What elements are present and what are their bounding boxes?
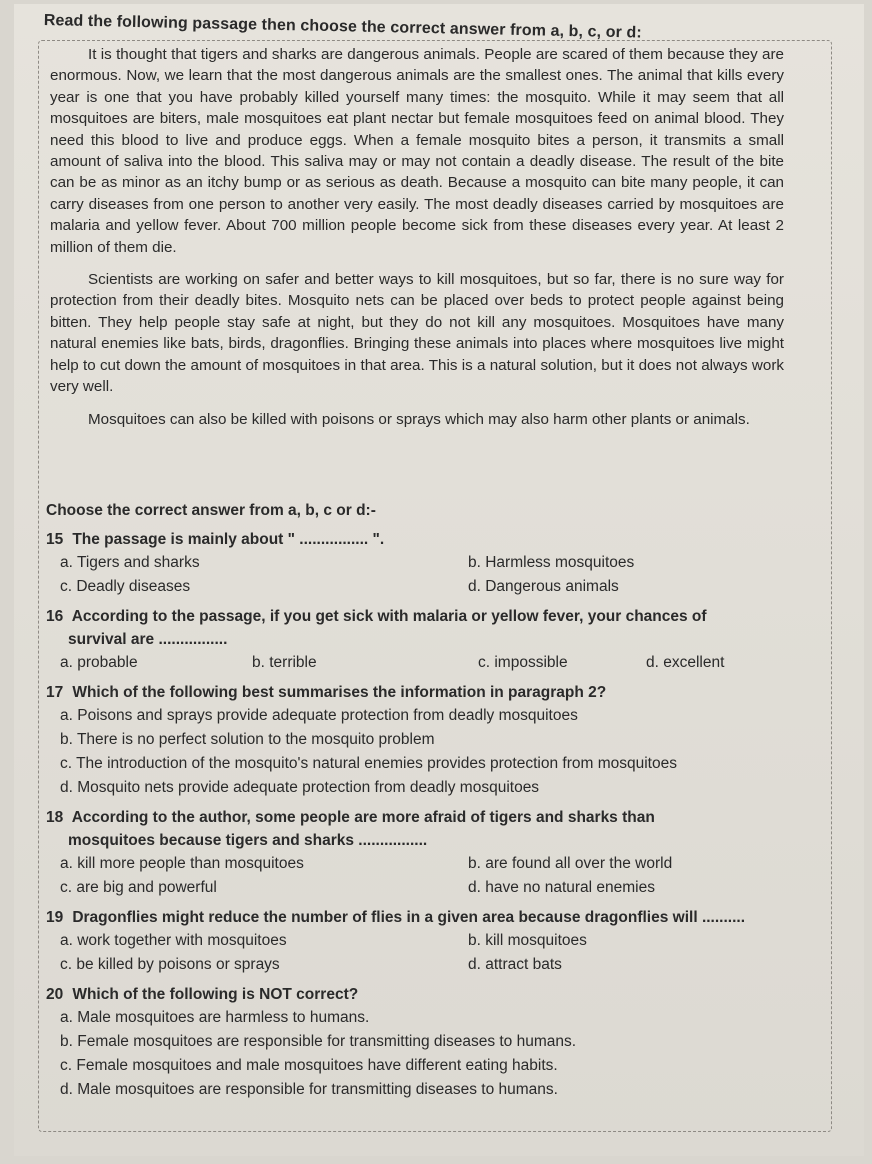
option-a[interactable]: a. kill more people than mosquitoes (60, 855, 304, 872)
option-b[interactable]: b. kill mosquitoes (468, 932, 587, 949)
question-17 (46, 681, 806, 800)
question-19 (46, 906, 806, 977)
answer-options (46, 551, 806, 599)
option-b[interactable]: b. Female mosquitoes are responsible for transmitting diseases to humans. (60, 1033, 577, 1050)
question-stem: According to the author, some people are more afraid of tigers and sharks than (71, 809, 655, 826)
answer-options (46, 1006, 806, 1102)
option-b[interactable]: b. There is no perfect solution to the mosquito problem (60, 731, 435, 748)
option-c[interactable]: c. Deadly diseases (60, 578, 191, 595)
question-stem: Which of the following best summarises the information in paragraph 2? (72, 684, 607, 701)
question-stem: Dragonflies might reduce the number of flies in a given area because dragonflies will .......... (72, 909, 746, 926)
question-stem: According to the passage, if you get sick with malaria or yellow fever, your chances of (71, 608, 707, 625)
answer-options (46, 852, 806, 900)
option-b[interactable]: b. Harmless mosquitoes (468, 554, 635, 571)
question-stem-continued: survival are ................ (68, 631, 228, 648)
option-d[interactable]: d. excellent (646, 654, 725, 671)
option-c[interactable]: c. are big and powerful (60, 879, 217, 896)
passage-paragraph-1: It is thought that tigers and sharks are dangerous animals. People are scared of them because they are enormous. Now, we learn that the most dangerous animals are the smallest ones. The animal that kills every year is one that you have probably killed yourself many times: the mosquito. While it may seem that all mosquitoes are biters, male mosquitoes eat plant nectar but female mosquitoes feed on animal blood. They need this blood to live and produce eggs. When a female mosquito bites a person, it transmits a small amount of saliva into the blood. This saliva may or may not contain a deadly disease. The result of the bite can be as minor as an itchy bump or as serious as death. Because a mosquito can bite many people, it can carry diseases from one person to another very easily. The most deadly diseases carried by mosquitoes are malaria and yellow fever. About 700 million people become sick from these diseases every year. At least 2 million of them die. (50, 46, 784, 256)
option-c[interactable]: c. The introduction of the mosquito's natural enemies provides protection from mosquitoes (60, 755, 677, 772)
question-number: 17 (46, 684, 64, 701)
question-number: 16 (46, 608, 64, 625)
question-15 (46, 528, 806, 599)
option-d[interactable]: d. Male mosquitoes are responsible for transmitting diseases to humans. (60, 1081, 558, 1098)
questions-section (46, 502, 806, 1102)
question-stem-continued: mosquitoes because tigers and sharks ................ (68, 832, 428, 849)
option-a[interactable]: a. Tigers and sharks (60, 554, 200, 571)
question-stem: Which of the following is NOT correct? (72, 986, 359, 1003)
option-a[interactable]: a. Male mosquitoes are harmless to humans. (60, 1009, 370, 1026)
question-stem: The passage is mainly about " ................ ". (72, 531, 385, 548)
option-d[interactable]: d. have no natural enemies (468, 879, 655, 896)
answer-options (46, 651, 806, 675)
option-a[interactable]: a. probable (60, 654, 138, 671)
instructions: Choose the correct answer from a, b, c or d:- (46, 502, 376, 519)
page-title: Read the following passage then choose the correct answer from a, b, c, or d: (43, 12, 642, 42)
question-number: 20 (46, 986, 64, 1003)
passage-paragraph-3: Mosquitoes can also be killed with poisons or sprays which may also harm other plants or animals. (88, 410, 750, 428)
answer-options (46, 704, 806, 800)
option-a[interactable]: a. Poisons and sprays provide adequate protection from deadly mosquitoes (60, 707, 578, 724)
question-18 (46, 806, 806, 900)
option-b[interactable]: b. are found all over the world (468, 855, 673, 872)
option-c[interactable]: c. Female mosquitoes and male mosquitoes have different eating habits. (60, 1057, 558, 1074)
option-d[interactable]: d. attract bats (468, 956, 562, 973)
option-c[interactable]: c. impossible (478, 654, 568, 671)
worksheet-page (14, 4, 864, 1156)
question-16 (46, 605, 806, 675)
option-d[interactable]: d. Dangerous animals (468, 578, 619, 595)
reading-passage (50, 44, 784, 441)
option-c[interactable]: c. be killed by poisons or sprays (60, 956, 280, 973)
answer-options (46, 929, 806, 977)
option-d[interactable]: d. Mosquito nets provide adequate protection from deadly mosquitoes (60, 779, 540, 796)
question-number: 18 (46, 809, 64, 826)
option-a[interactable]: a. work together with mosquitoes (60, 932, 287, 949)
question-20 (46, 983, 806, 1102)
question-number: 15 (46, 531, 64, 548)
passage-paragraph-2: Scientists are working on safer and better ways to kill mosquitoes, but so far, there is no sure way for protection from their deadly bites. Mosquito nets can be placed over beds to protect people against being bitten. They help people stay safe at night, but they do not kill any mosquitoes. Mosquitoes have many natural enemies like bats, birds, dragonflies. Bringing these animals into places where mosquitoes live might help to cut down the amount of mosquitoes in that area. This is a natural solution, but it does not always work very well. (50, 271, 784, 396)
option-b[interactable]: b. terrible (252, 654, 317, 671)
question-number: 19 (46, 909, 64, 926)
